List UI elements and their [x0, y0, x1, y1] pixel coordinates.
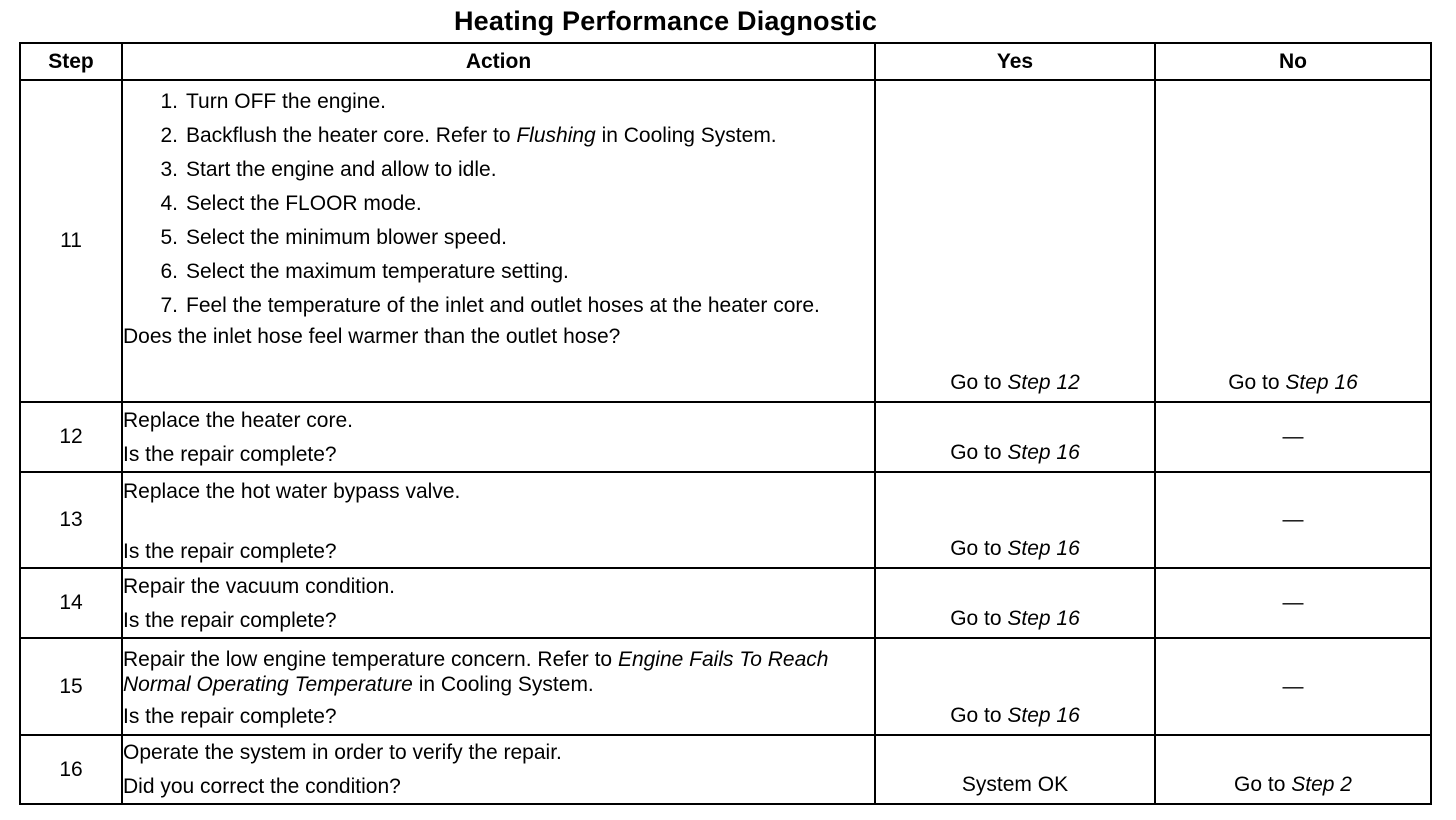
action-text: Replace the heater core.: [123, 409, 353, 432]
table-row: [20, 638, 1431, 735]
list-number: 5.: [160, 226, 178, 249]
action-cell: [122, 735, 875, 804]
list-text: Start the engine and allow to idle.: [186, 158, 497, 181]
list-number: 2.: [160, 124, 178, 147]
diagnostic-table: [19, 42, 1432, 805]
list-text: Select the FLOOR mode.: [186, 192, 422, 215]
list-text: Feel the temperature of the inlet and outlet hoses at the heater core.: [186, 294, 820, 317]
yes-cell: Go to Step 16: [875, 638, 1155, 735]
list-number: 7.: [160, 294, 178, 317]
step-number: 16: [20, 735, 122, 804]
table-row: [20, 80, 1431, 402]
list-text: Select the maximum temperature setting.: [186, 260, 569, 283]
table-row: [20, 735, 1431, 804]
step-reference: Step 16: [1007, 607, 1080, 630]
action-list: [123, 89, 874, 318]
yes-cell: System OK: [875, 735, 1155, 804]
list-item: [123, 225, 874, 250]
step-number: 15: [20, 638, 122, 735]
yes-cell: Go to Step 16: [875, 568, 1155, 638]
question-text: Is the repair complete?: [123, 705, 337, 728]
question-text: Is the repair complete?: [123, 443, 337, 466]
step-reference: Step 16: [1285, 371, 1358, 394]
action-text: Replace the hot water bypass valve.: [123, 480, 461, 503]
action-text: Operate the system in order to verify the repair.: [123, 741, 562, 764]
reference-link-text: Flushing: [516, 124, 596, 147]
list-number: 1.: [160, 90, 178, 113]
header-step: Step: [20, 43, 122, 80]
yes-cell: Go to Step 12: [875, 80, 1155, 402]
header-no: No: [1155, 43, 1431, 80]
header-action: Action: [122, 43, 875, 80]
no-cell: Go to Step 16: [1155, 80, 1431, 402]
step-number: 13: [20, 472, 122, 568]
page-title: Heating Performance Diagnostic: [453, 6, 878, 36]
action-cell: [122, 402, 875, 472]
step-reference: Step 12: [1007, 371, 1080, 394]
question-text: Is the repair complete?: [123, 609, 337, 632]
list-number: 6.: [160, 260, 178, 283]
list-text: Select the minimum blower speed.: [186, 226, 507, 249]
step-number: 12: [20, 402, 122, 472]
list-text: in Cooling System.: [595, 124, 777, 147]
header-yes: Yes: [875, 43, 1155, 80]
action-cell: [122, 80, 875, 402]
step-number: 11: [20, 80, 122, 402]
table-row: [20, 402, 1431, 472]
action-cell: [122, 472, 875, 568]
list-item: [123, 191, 874, 216]
list-text: Turn OFF the engine.: [186, 90, 386, 113]
no-cell: —: [1155, 568, 1431, 638]
yes-cell: Go to Step 16: [875, 402, 1155, 472]
step-reference: Step 16: [1007, 537, 1080, 560]
list-item: [123, 293, 874, 318]
header-row: [20, 43, 1431, 80]
question-text: Is the repair complete?: [123, 540, 337, 563]
table-row: [20, 568, 1431, 638]
table-row: [20, 472, 1431, 568]
list-item: [123, 123, 874, 148]
list-number: 3.: [160, 158, 178, 181]
question-text: Does the inlet hose feel warmer than the outlet hose?: [123, 325, 621, 348]
yes-cell: Go to Step 16: [875, 472, 1155, 568]
action-cell: [122, 568, 875, 638]
list-item: [123, 157, 874, 182]
action-text: Repair the vacuum condition.: [123, 575, 395, 598]
step-reference: Step 2: [1291, 773, 1352, 796]
question-text: Did you correct the condition?: [123, 775, 401, 798]
list-text: Backflush the heater core. Refer to: [186, 124, 517, 147]
reference-link-text: Engine Fails To Reach Normal Operating Temperature: [123, 648, 829, 696]
step-reference: Step 16: [1007, 441, 1080, 464]
action-cell: [122, 638, 875, 735]
list-item: [123, 89, 874, 114]
list-number: 4.: [160, 192, 178, 215]
no-cell: —: [1155, 638, 1431, 735]
list-item: [123, 259, 874, 284]
no-cell: —: [1155, 472, 1431, 568]
no-cell: Go to Step 2: [1155, 735, 1431, 804]
action-text: Repair the low engine temperature concern. Refer to Engine Fails To Reach Normal Operating Temperature in Cooling System.: [123, 648, 829, 696]
step-number: 14: [20, 568, 122, 638]
no-cell: —: [1155, 402, 1431, 472]
step-reference: Step 16: [1007, 704, 1080, 727]
